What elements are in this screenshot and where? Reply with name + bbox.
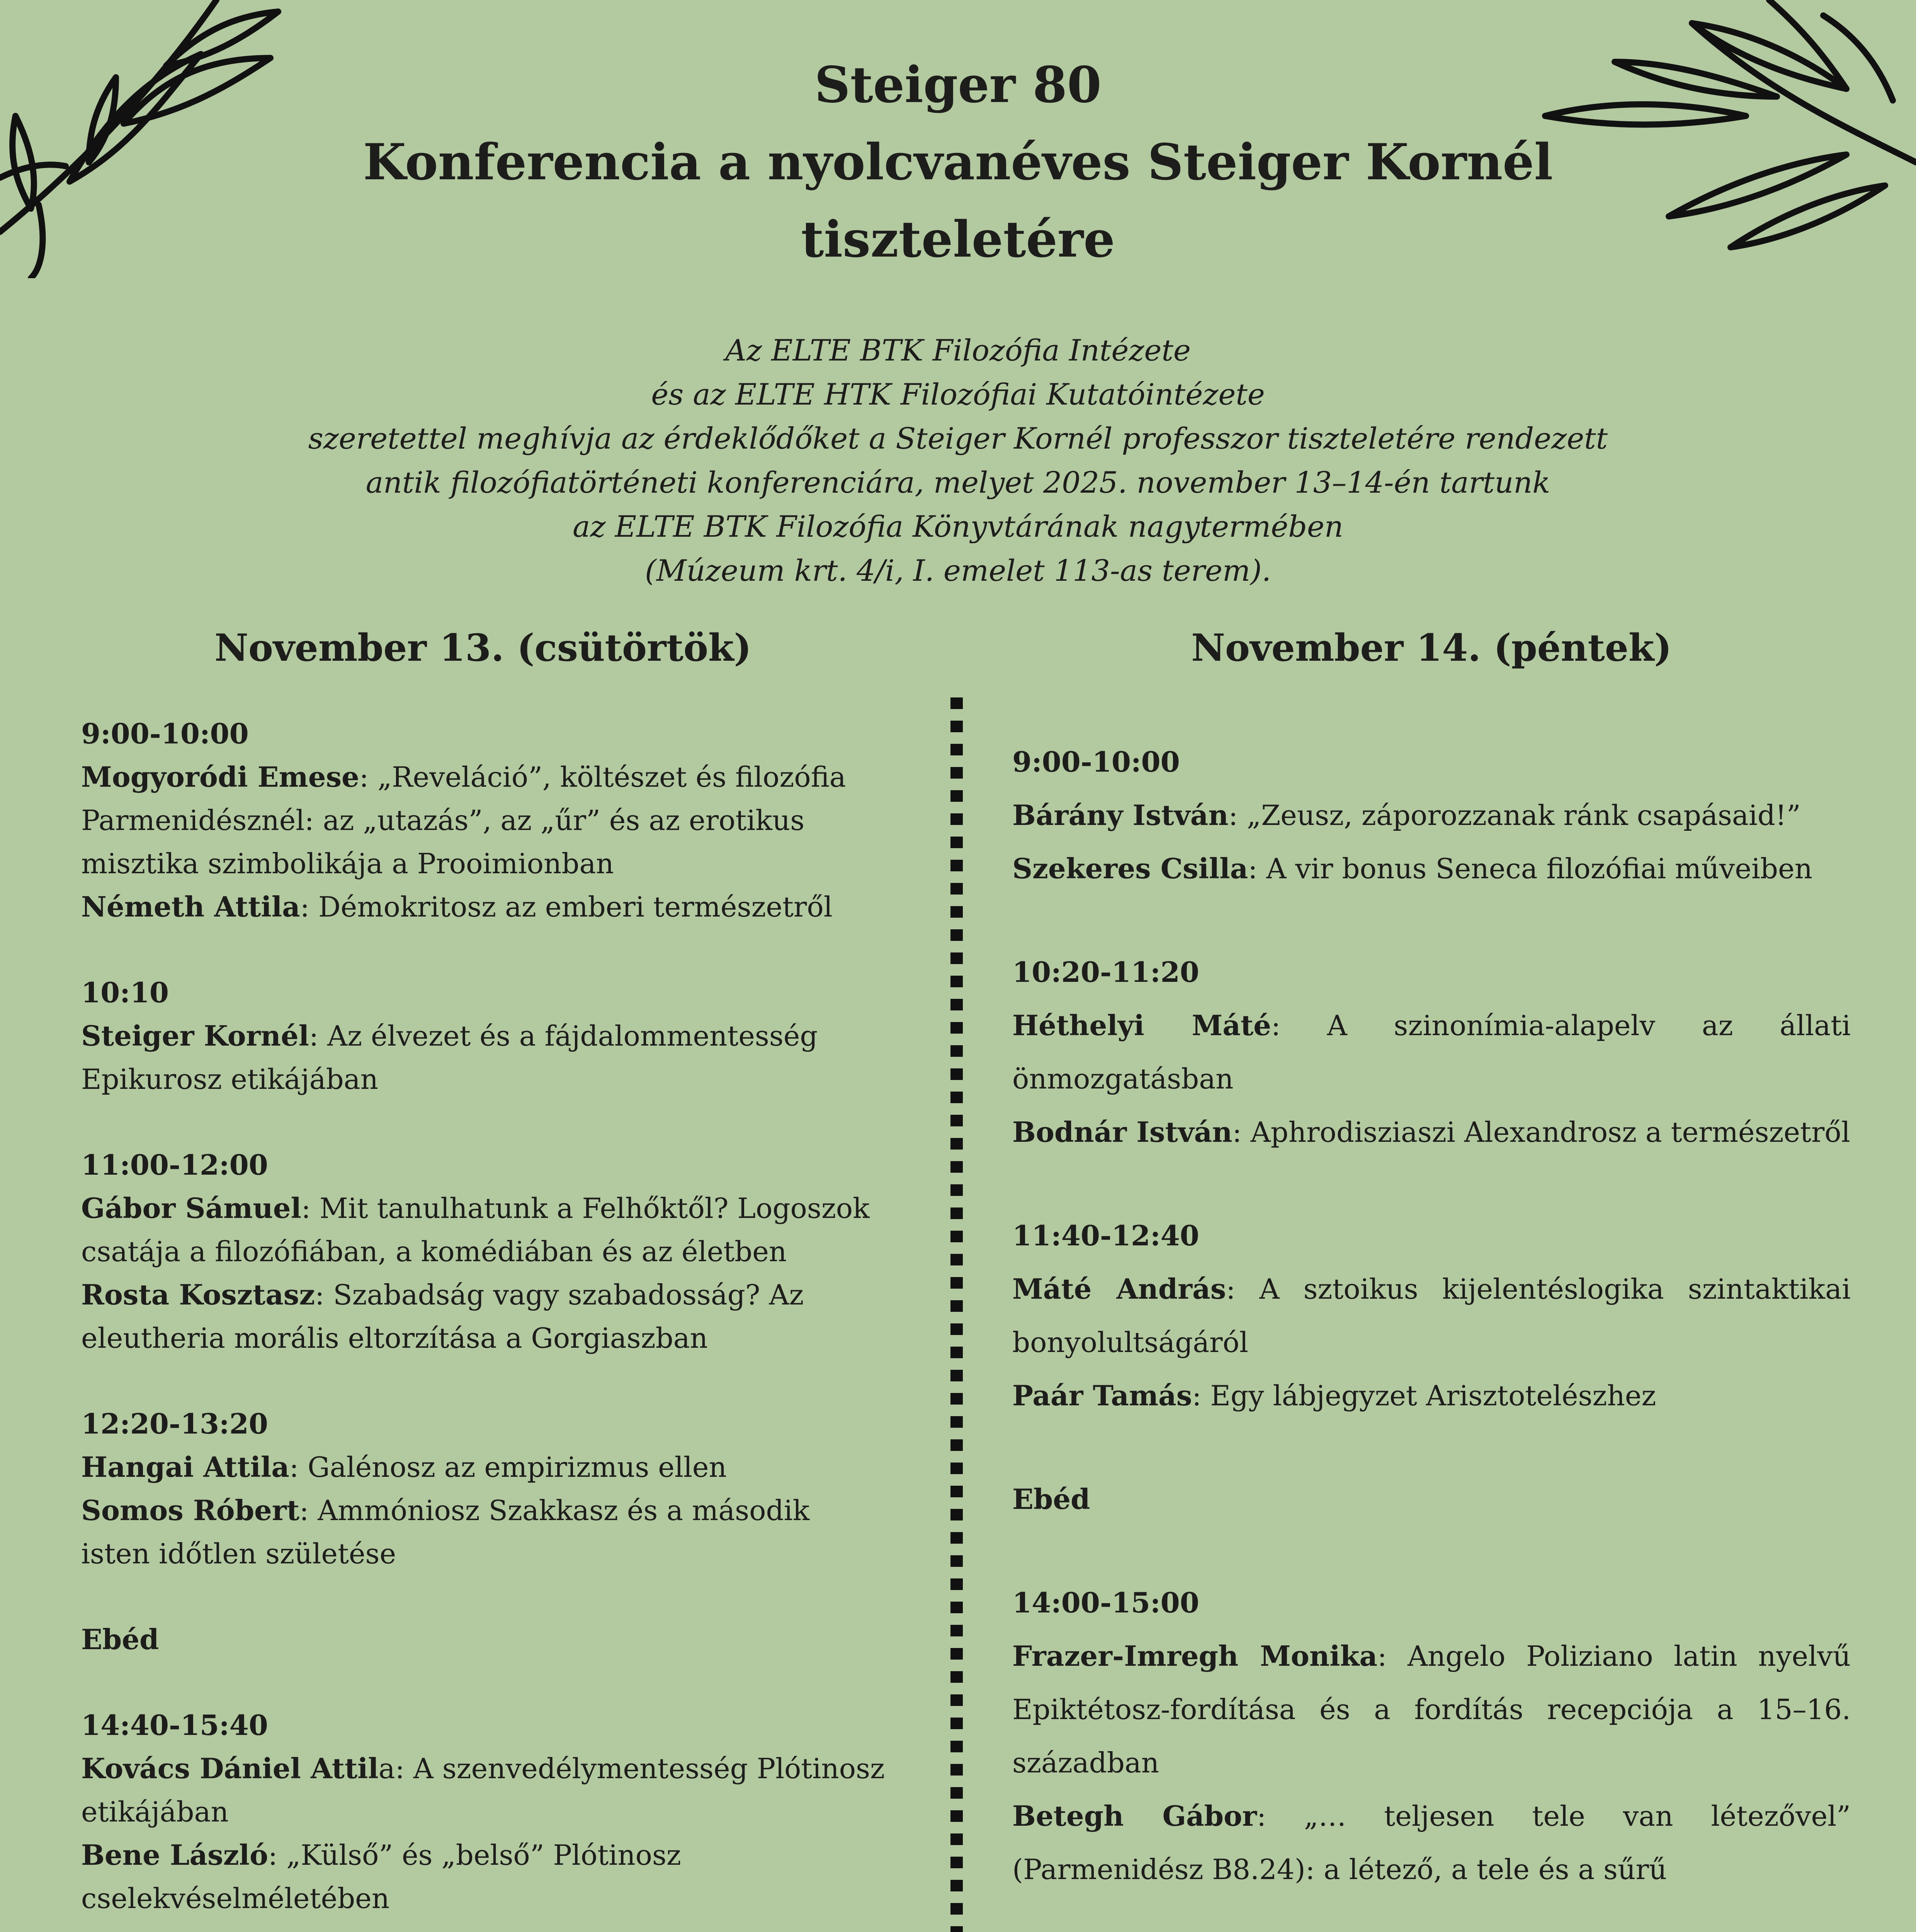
talk: [81, 1747, 885, 1833]
talk: [81, 1014, 885, 1101]
title-line-2: Konferencia a nyolcvanéves Steiger Kornél: [363, 133, 1553, 191]
session: [81, 971, 885, 1101]
talk: [81, 755, 885, 885]
speaker-name: Héthelyi Máté: [1012, 1009, 1271, 1042]
day-1-heading: November 13. (csütörtök): [214, 626, 751, 670]
talk: [81, 1446, 885, 1489]
intro-line: az ELTE BTK Filozófia Könyvtárának nagytermében: [573, 509, 1343, 544]
session: [1012, 1209, 1851, 1422]
title-line-3: tiszteletére: [801, 211, 1115, 269]
day-2-column: [1012, 626, 1851, 1932]
talk: [1012, 1629, 1851, 1789]
session-time: 10:10: [81, 976, 169, 1009]
lunch-break: Ebéd: [1012, 1483, 1090, 1515]
talk: [81, 1273, 885, 1360]
speaker-name: Betegh Gábor: [1012, 1799, 1257, 1832]
talk-title: a: A szenvedélymentesség Plótinosz etikájában: [81, 1752, 885, 1828]
lunch-break: Ebéd: [81, 1623, 159, 1656]
intro-line: antik filozófiatörténeti konferenciára, melyet 2025. november 13–14-én tartunk: [366, 465, 1550, 500]
session: [1012, 1473, 1851, 1526]
talk: [1012, 1262, 1851, 1369]
talk-title: : „Reveláció”, költészet és filozófia Parmenidésznél: az „utazás”, az „űr” és az erotikus misztika szimbolikája a Prooimionban: [81, 761, 846, 880]
talk: [81, 1187, 885, 1273]
session-time: 12:20-13:20: [81, 1407, 268, 1440]
intro-line: (Múzeum krt. 4/i, I. emelet 113-as terem).: [645, 553, 1271, 588]
talk-title: : Mit tanulhatunk a Felhőktől? Logoszok csatája a filozófiában, a komédiában és az életben: [81, 1192, 870, 1268]
session: [81, 1143, 885, 1360]
talk-title: : Galénosz az empirizmus ellen: [289, 1451, 727, 1483]
session-time: 14:00-15:00: [1012, 1586, 1199, 1619]
talk: [1012, 1789, 1851, 1896]
session-time: 9:00-10:00: [81, 717, 249, 750]
talk-title: : Ammóniosz Szakkasz és a második isten időtlen születése: [81, 1494, 810, 1570]
speaker-name: Hangai Attila: [81, 1451, 289, 1483]
intro-line: és az ELTE HTK Filozófiai Kutatóintézete: [651, 377, 1265, 412]
speaker-name: Máté András: [1012, 1272, 1226, 1305]
speaker-name: Paár Tamás: [1012, 1379, 1192, 1412]
talk-title: : A sztoikus kijelentéslogika szintaktikai bonyolultságáról: [1012, 1273, 1851, 1359]
speaker-name: Steiger Kornél: [81, 1019, 309, 1052]
intro-line: szeretettel meghívja az érdeklődőket a Steiger Kornél professzor tiszteletére rendezett: [308, 421, 1608, 456]
session: [81, 1704, 885, 1920]
page-title: [0, 46, 1916, 278]
speaker-name: Kovács Dániel Attil: [81, 1752, 379, 1785]
day-2-heading: November 14. (péntek): [1191, 626, 1672, 670]
talk-title: : A szinonímia-alapelv az állati önmozgatásban: [1012, 1009, 1851, 1095]
session: [81, 712, 885, 929]
speaker-name: Frazer-Imregh Monika: [1012, 1639, 1378, 1672]
talk: [1012, 999, 1851, 1105]
session: [1012, 735, 1851, 895]
title-line-1: Steiger 80: [814, 56, 1102, 114]
session-time: 9:00-10:00: [1012, 745, 1180, 778]
speaker-name: Somos Róbert: [81, 1494, 300, 1527]
talk: [1012, 1105, 1851, 1159]
speaker-name: Mogyoródi Emese: [81, 760, 359, 793]
speaker-name: Bodnár István: [1012, 1116, 1233, 1148]
intro-line: Az ELTE BTK Filozófia Intézete: [725, 333, 1191, 367]
talk-title: : Egy lábjegyzet Arisztotelészhez: [1192, 1379, 1656, 1412]
talk: [81, 1833, 885, 1920]
speaker-name: Bárány István: [1012, 799, 1229, 832]
speaker-name: Gábor Sámuel: [81, 1192, 301, 1225]
session-time: 14:40-15:40: [81, 1709, 268, 1742]
talk-title: : „… teljesen tele van létezővel” (Parmenidész B8.24): a létező, a tele és a sűrű: [1012, 1800, 1851, 1886]
session-time: 10:20-11:20: [1012, 956, 1199, 988]
talk-title: : A vir bonus Seneca filozófiai műveiben: [1248, 852, 1812, 885]
talk-title: : Démokritosz az emberi természetről: [300, 891, 833, 923]
talk-title: : „Külső” és „belső” Plótinosz cselekvéselméletében: [81, 1839, 681, 1915]
session: [1012, 1576, 1851, 1896]
session: [1012, 946, 1851, 1159]
talk-title: : Angelo Poliziano latin nyelvű Epiktétosz-fordítása és a fordítás recepciója a 15–16. században: [1012, 1640, 1851, 1779]
talk: [81, 885, 885, 929]
session: [81, 1402, 885, 1575]
talk-title: : Aphrodisziaszi Alexandrosz a természetről: [1232, 1116, 1850, 1148]
session: [81, 1618, 885, 1661]
talk: [81, 1489, 885, 1575]
speaker-name: Szekeres Csilla: [1012, 852, 1248, 885]
talk: [1012, 1369, 1851, 1422]
day-1-column: [81, 626, 885, 1932]
speaker-name: Németh Attila: [81, 890, 300, 923]
invitation-text: [0, 328, 1916, 593]
talk-title: : „Zeusz, záporozzanak ránk csapásaid!”: [1228, 799, 1801, 832]
speaker-name: Rosta Kosztasz: [81, 1278, 315, 1311]
speaker-name: Bene László: [81, 1838, 268, 1871]
talk-title: : Az élvezet és a fájdalommentesség Epikurosz etikájában: [81, 1020, 818, 1095]
column-divider: [950, 697, 963, 1932]
talk-title: : Szabadság vagy szabadosság? Az eleutheria morális eltorzítása a Gorgiaszban: [81, 1279, 804, 1354]
session-time: 11:00-12:00: [81, 1148, 268, 1181]
session-time: 11:40-12:40: [1012, 1219, 1199, 1252]
header: [0, 46, 1916, 593]
talk: [1012, 789, 1851, 842]
talk: [1012, 842, 1851, 895]
